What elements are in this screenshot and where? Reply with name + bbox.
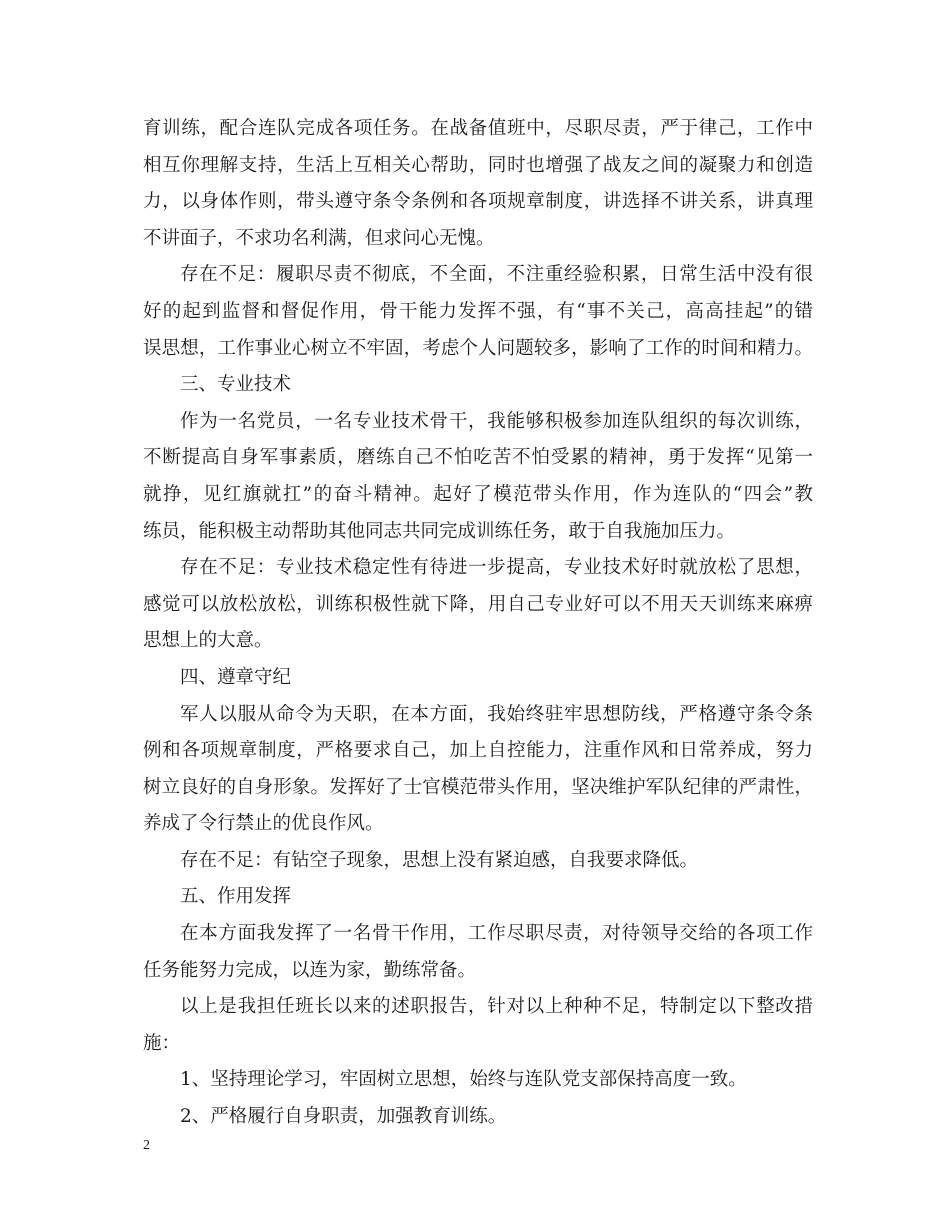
text-line: 任务能努力完成，以连为家，勤练常备。 <box>143 959 477 981</box>
text-line: 育训练，配合连队完成各项任务。在战备值班中，尽职尽责，严于律己，工作中 <box>143 118 813 139</box>
document-body <box>143 111 813 1136</box>
text-line: 误思想，工作事业心树立不牢固，考虑个人问题较多，影响了工作的时间和精力。 <box>143 337 813 359</box>
section-heading: 三、专业技术 <box>180 374 292 396</box>
text-line: 施： <box>143 1032 181 1054</box>
text-line: 军人以服从命令为天职，在本方面，我始终驻牢思想防线，严格遵守条令条 <box>180 703 813 725</box>
text-line: 树立良好的自身形象。发挥好了士官模范带头作用，坚决维护军队纪律的严肃性， <box>143 776 813 798</box>
text-line: 力，以身体作则，带头遵守条令条例和各项规章制度，讲选择不讲关系，讲真理 <box>143 191 813 213</box>
text-line: 作为一名党员，一名专业技术骨干，我能够积极参加连队组织的每次训练， <box>180 410 813 432</box>
section-heading: 四、遵章守纪 <box>180 666 292 688</box>
page-number: 2 <box>143 1138 150 1153</box>
text-line: 以上是我担任班长以来的述职报告，针对以上种种不足，特制定以下整改措 <box>180 996 813 1018</box>
text-line: 存在不足：有钻空子现象，思想上没有紧迫感，自我要求降低。 <box>180 849 699 871</box>
list-item: 2、严格履行自身职责，加强教育训练。 <box>180 1106 507 1128</box>
text-line: 好的起到监督和督促作用，骨干能力发挥不强，有“事不关己，高高挂起”的错 <box>143 300 813 322</box>
text-line: 不讲面子，不求功名利满，但求问心无愧。 <box>143 227 495 249</box>
list-item: 1、坚持理论学习，牢固树立思想，始终与连队党支部保持高度一致。 <box>180 1069 747 1091</box>
section-heading: 五、作用发挥 <box>180 886 292 908</box>
text-line: 不断提高自身军事素质，磨练自己不怕吃苦不怕受累的精神，勇于发挥“见第一 <box>143 447 813 469</box>
text-line: 相互你理解支持，生活上互相关心帮助，同时也增强了战友之间的凝聚力和创造 <box>143 154 813 176</box>
text-line: 在本方面我发挥了一名骨干作用，工作尽职尽责，对待领导交给的各项工作 <box>180 923 813 945</box>
text-line: 存在不足：履职尽责不彻底，不全面，不注重经验积累，日常生活中没有很 <box>180 264 813 286</box>
text-line: 练员，能积极主动帮助其他同志共同完成训练任务，敢于自我施加压力。 <box>143 520 736 542</box>
text-line: 养成了令行禁止的优良作风。 <box>143 813 384 835</box>
text-line: 就挣，见红旗就扛”的奋斗精神。起好了模范带头作用，作为连队的“四会”教 <box>143 483 813 505</box>
text-line: 思想上的大意。 <box>143 630 273 652</box>
text-line: 感觉可以放松放松，训练积极性就下降，用自己专业好可以不用天天训练来麻痹 <box>143 593 813 615</box>
text-line: 存在不足：专业技术稳定性有待进一步提高，专业技术好时就放松了思想， <box>180 557 813 579</box>
text-line: 例和各项规章制度，严格要求自己，加上自控能力，注重作风和日常养成，努力 <box>143 740 813 762</box>
